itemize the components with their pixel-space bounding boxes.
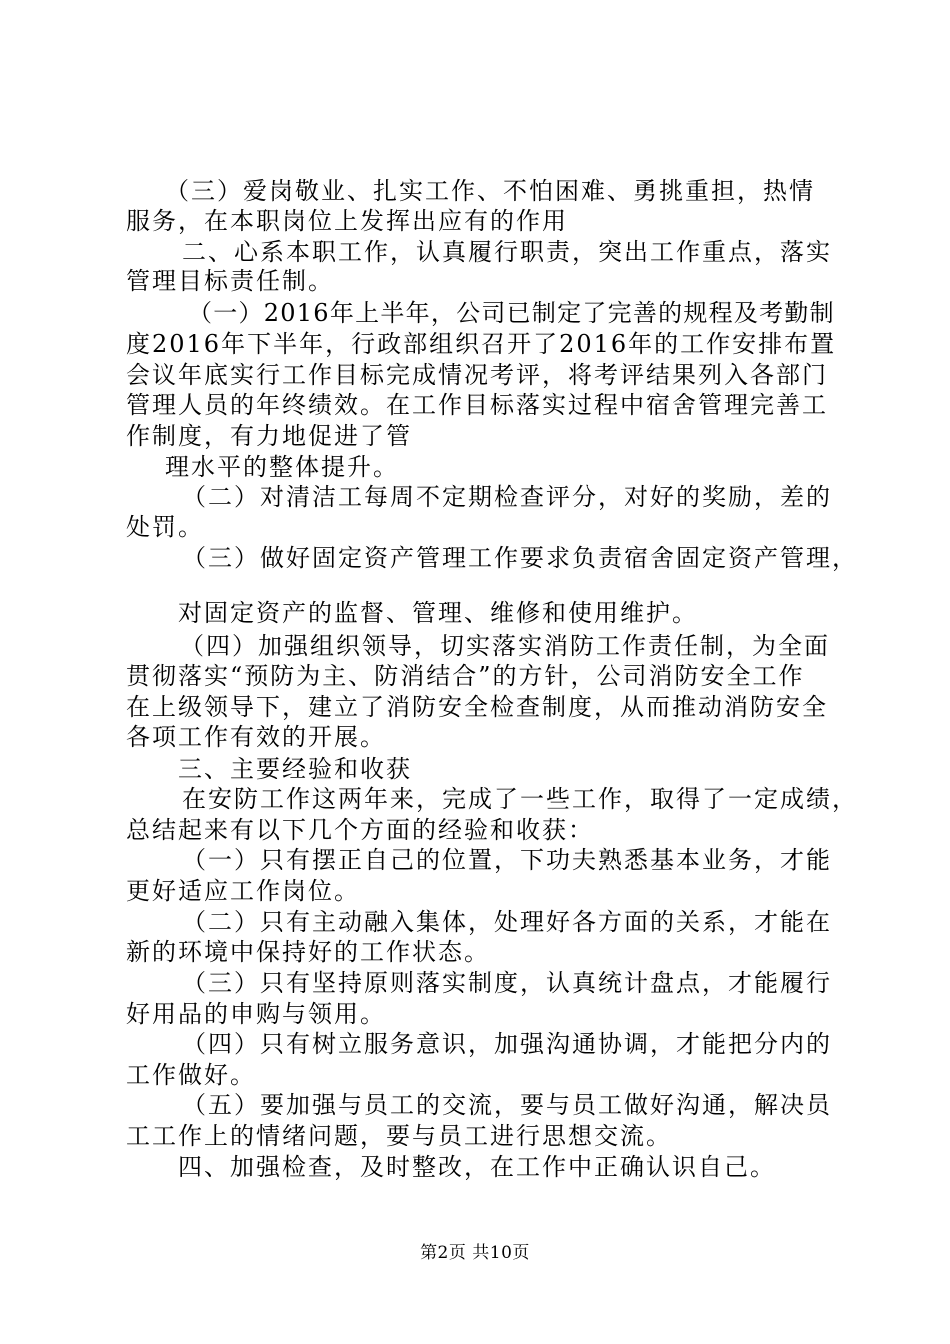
text-line: 新的环境中保持好的工作状态。 (126, 938, 490, 966)
text-line: （四）只有树立服务意识，加强沟通协调，才能把分内的 (182, 1030, 832, 1058)
text-line: （二）对清洁工每周不定期检查评分，对好的奖励，差的 (182, 483, 832, 511)
text-line: 理水平的整体提升。 (165, 453, 399, 481)
text-line: 工工作上的情绪问题，要与员工进行思想交流。 (126, 1122, 672, 1150)
text-line: 管理目标责任制。 (126, 267, 334, 295)
text-line: 贯彻落实“预防为主、防消结合”的方针，公司消防安全工作 (126, 662, 805, 690)
text-line: 工作做好。 (126, 1061, 256, 1089)
text-line: （五）要加强与员工的交流，要与员工做好沟通，解决员 (182, 1091, 832, 1119)
text-line: 处罚。 (126, 513, 204, 541)
text-line: （四）加强组织领导，切实落实消防工作责任制，为全面 (180, 632, 830, 660)
text-line: 对固定资产的监督、管理、维修和使用维护。 (178, 599, 698, 627)
text-line: 管理人员的年终绩效。在工作目标落实过程中宿舍管理完善工 (126, 391, 828, 419)
text-line: 会议年底实行工作目标完成情况考评，将考评结果列入各部门 (126, 361, 828, 389)
section-heading: 三、主要经验和收获 (178, 755, 412, 783)
page-number: 第2页 共10页 (420, 1243, 530, 1263)
text-line: 作制度，有力地促进了管 (126, 422, 412, 450)
text-line: 各项工作有效的开展。 (126, 723, 386, 751)
text-line: （二）只有主动融入集体，处理好各方面的关系，才能在 (182, 908, 832, 936)
text-line: （一）只有摆正自己的位置，下功夫熟悉基本业务，才能 (182, 846, 832, 874)
text-line: 二、心系本职工作，认真履行职责，突出工作重点，落实 (182, 238, 832, 266)
text-line: 在上级领导下，建立了消防安全检查制度，从而推动消防安全 (126, 693, 828, 721)
section-heading: 四、加强检查，及时整改，在工作中正确认识自己。 (178, 1153, 776, 1181)
text-line: （一）2016年上半年，公司已制定了完善的规程及考勤制 (188, 299, 835, 327)
text-line: 在安防工作这两年来，完成了一些工作，取得了一定成绩， (182, 785, 858, 813)
text-line: 总结起来有以下几个方面的经验和收获： (126, 816, 594, 844)
text-line: （三）只有坚持原则落实制度，认真统计盘点，才能履行 (182, 969, 832, 997)
text-line: 服务，在本职岗位上发挥出应有的作用 (126, 207, 568, 235)
text-line: 好用品的申购与领用。 (126, 1000, 386, 1028)
text-line: 度2016年下半年，行政部组织召开了2016年的工作安排布置 (126, 330, 837, 358)
text-line: 更好适应工作岗位。 (126, 877, 360, 905)
text-line: （三）爱岗敬业、扎实工作、不怕困难、勇挑重担，热情 (165, 177, 815, 205)
text-line: （三）做好固定资产管理工作要求负责宿舍固定资产管理， (182, 544, 858, 572)
